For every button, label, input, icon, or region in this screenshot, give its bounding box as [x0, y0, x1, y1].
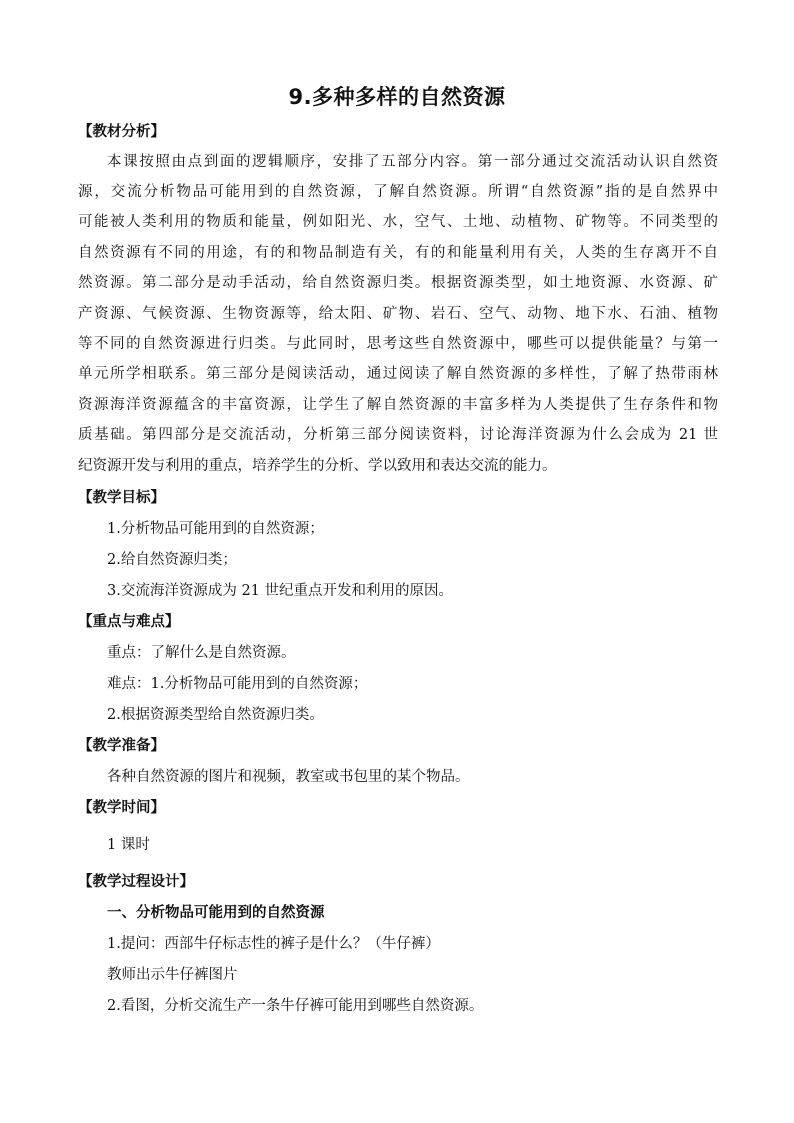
- analysis-line: 单元所学相联系。第三部分是阅读活动，通过阅读了解自然资源的多样性，了解了热带雨林: [78, 366, 718, 382]
- analysis-line: 质基础。第四部分是交流活动，分析第三部分阅读资料，讨论海洋资源为什么会成为 21 世: [78, 427, 718, 443]
- section-heading-preparation: 【教学准备】: [78, 738, 165, 754]
- time-text: 1 课时: [107, 837, 150, 853]
- analysis-line: 源，交流分析物品可能用到的自然资源，了解自然资源。所谓“自然资源”指的是自然界中: [78, 184, 718, 200]
- section-heading-process: 【教学过程设计】: [78, 874, 194, 890]
- analysis-line: 产资源、气候资源、生物资源等，给太阳、矿物、岩石、空气、动物、地下水、石油、植物: [78, 306, 718, 322]
- process-item: 1.提问：西部牛仔标志性的裤子是什么？（牛仔裤）: [107, 936, 440, 952]
- objective-item: 2.给自然资源归类；: [107, 552, 237, 568]
- analysis-line: 自然资源有不同的用途，有的和物品制造有关，有的和能量利用有关，人类的生存离开不自: [78, 245, 718, 261]
- section-heading-objectives: 【教学目标】: [78, 490, 165, 506]
- preparation-text: 各种自然资源的图片和视频，教室或书包里的某个物品。: [107, 769, 470, 785]
- analysis-line: 可能被人类利用的物质和能量，例如阳光、水，空气、土地、动植物、矿物等。不同类型的: [78, 214, 718, 230]
- objective-item: 3.交流海洋资源成为 21 世纪重点开发和利用的原因。: [107, 583, 454, 599]
- analysis-line: 本课按照由点到面的逻辑顺序，安排了五部分内容。第一部分通过交流活动认识自然资: [107, 154, 718, 170]
- keypoint-item: 难点：1.分析物品可能用到的自然资源；: [107, 676, 368, 692]
- keypoint-item: 重点：了解什么是自然资源。: [107, 645, 296, 661]
- analysis-line: 资源海洋资源蕴含的丰富资源，让学生了解自然资源的丰富多样为人类提供了生存条件和物: [78, 397, 718, 413]
- analysis-line: 然资源。第二部分是动手活动，给自然资源归类。根据资源类型，如土地资源、水资源、矿: [78, 275, 718, 291]
- section-heading-keypoints: 【重点与难点】: [78, 614, 180, 630]
- analysis-line: 纪资源开发与利用的重点，培养学生的分析、学以致用和表达交流的能力。: [78, 458, 557, 474]
- process-item: 教师出示牛仔裤图片: [107, 967, 238, 983]
- process-subheading: 一、分析物品可能用到的自然资源: [107, 905, 325, 921]
- objective-item: 1.分析物品可能用到的自然资源；: [107, 521, 324, 537]
- process-item: 2.看图，分析交流生产一条牛仔裤可能用到哪些自然资源。: [107, 998, 484, 1014]
- section-heading-analysis: 【教材分析】: [78, 124, 165, 140]
- section-heading-time: 【教学时间】: [78, 800, 165, 816]
- page-title: 9.多种多样的自然资源: [288, 85, 506, 109]
- keypoint-item: 2.根据资源类型给自然资源归类。: [107, 707, 324, 723]
- analysis-line: 等不同的自然资源进行归类。与此同时，思考这些自然资源中，哪些可以提供能量？与第一: [78, 336, 718, 352]
